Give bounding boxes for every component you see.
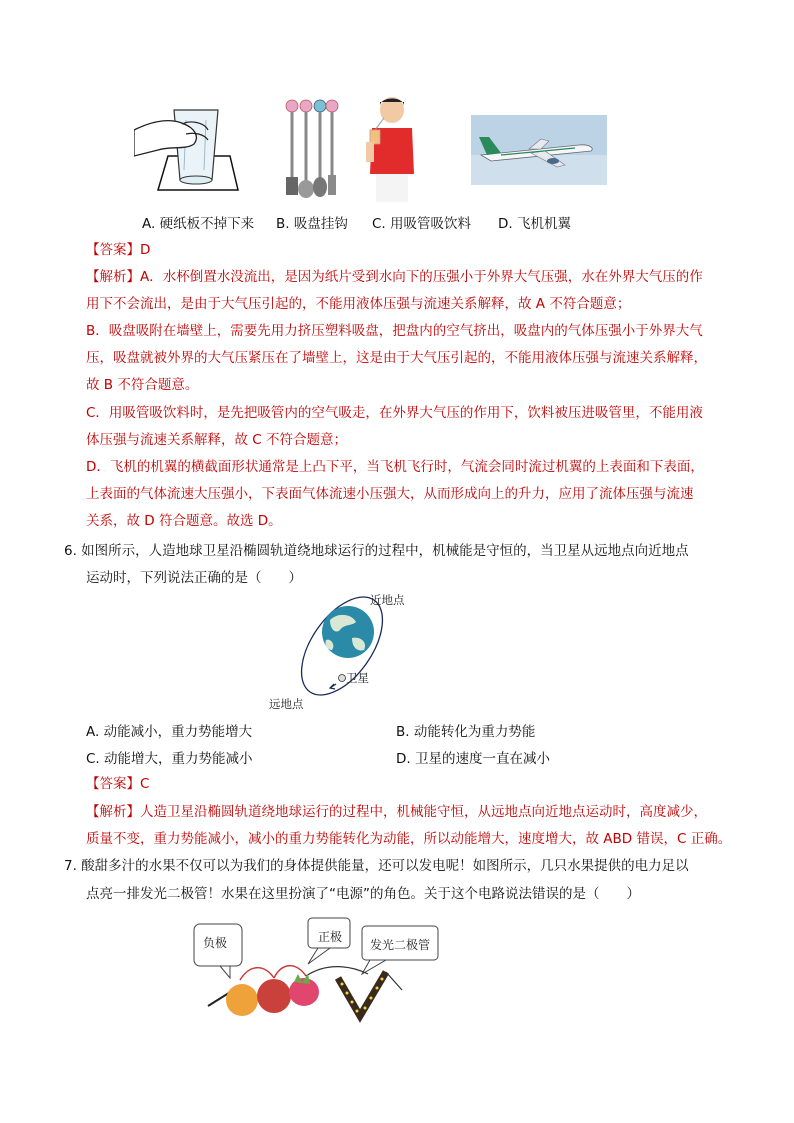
- q5-option-d: D. 飞机机翼: [498, 216, 571, 232]
- q6-analysis-line-1: [86, 802, 707, 822]
- boy-drinking-image: [366, 96, 418, 204]
- q5-answer-label: 【答案】: [86, 242, 140, 258]
- q5-analysis-line-8: D．飞机的机翼的横截面形状通常是上凸下平，当飞机飞行时，气流会同时流过机翼的上表面和下表面，: [86, 459, 704, 475]
- q7-stem-line-2: 点亮一排发光二极管！水果在这里扮演了“电源”的角色。关于这个电路说法错误的是（ ）: [86, 886, 640, 902]
- q5-answer: [86, 240, 150, 260]
- q7-label-positive: 正极: [318, 930, 343, 944]
- q5-analysis-line-6: C．用吸管吸饮料时，是先把吸管内的空气吸走，在外界大气压的作用下，饮料被压进吸管里，不能用液: [86, 405, 703, 421]
- q7-label-led: 发光二极管: [370, 938, 431, 952]
- q6-analysis-line-2: 质量不变，重力势能减小，减小的重力势能转化为动能，所以动能增大，速度增大，故 ABD 错误，C 正确。: [86, 831, 732, 847]
- q5-analysis-line-7: 体压强与流速关系解释，故 C 不符合题意；: [86, 432, 348, 448]
- q5-analysis-line-3: B．吸盘吸附在墙壁上，需要先用力挤压塑料吸盘，把盘内的空气挤出，吸盘内的气体压强小于外界大气: [86, 323, 703, 339]
- q6-label-perigee: 近地点: [370, 593, 405, 607]
- q6-stem-line-2: 运动时，下列说法正确的是（ ）: [86, 570, 302, 586]
- q5-analysis-line-10: 关系，故 D 符合题意。故选 D。: [86, 513, 282, 529]
- q6-answer: [86, 774, 149, 794]
- q5-analysis-line-2: 用下不会流出，是由于大气压引起的，不能用液体压强与流速关系解释，故 A 不符合题意；: [86, 296, 631, 312]
- satellite-orbit-figure: [290, 596, 400, 700]
- q7-label-negative: 负极: [203, 936, 228, 950]
- q6-analysis-text: 人造卫星沿椭圆轨道绕地球运行的过程中，机械能守恒，从远地点向近地点运动时，高度减少，: [140, 804, 707, 820]
- q5-option-b: B. 吸盘挂钩: [276, 216, 348, 232]
- q6-option-d: D. 卫星的速度一直在减小: [396, 751, 550, 767]
- suction-hooks-image: [282, 97, 342, 201]
- q5-answer-value: D: [140, 242, 151, 258]
- q5-analysis-line-1: [86, 267, 703, 287]
- q5-analysis-line-9: 上表面的气体流速大压强小，下表面气体流速小压强大，从而形成向上的升力，应用了流体压强与流速: [86, 486, 694, 502]
- q6-label-apogee: 远地点: [269, 697, 304, 711]
- q6-analysis-label: 【解析】: [86, 804, 140, 820]
- q6-answer-value: C: [140, 776, 150, 792]
- q6-option-c: C. 动能增大，重力势能减小: [86, 751, 253, 767]
- q5-analysis-line-5: 故 B 不符合题意。: [86, 377, 199, 393]
- q6-option-b: B. 动能转化为重力势能: [396, 724, 536, 740]
- q5-analysis-text: A．水杯倒置水没流出，是因为纸片受到水向下的压强小于外界大气压强，水在外界大气压的作: [140, 269, 703, 285]
- q5-analysis-label: 【解析】: [86, 269, 140, 285]
- q7-stem-line-1: 7. 酸甜多汁的水果不仅可以为我们的身体提供能量，还可以发电呢！如图所示，几只水果提供的电力足以: [64, 858, 689, 874]
- q6-option-a: A. 动能减小，重力势能增大: [86, 724, 253, 740]
- q6-label-satellite: 卫星: [346, 671, 369, 685]
- q5-option-c: C. 用吸管吸饮料: [372, 216, 472, 232]
- q6-answer-label: 【答案】: [86, 776, 140, 792]
- q6-stem-line-1: 6. 如图所示，人造地球卫星沿椭圆轨道绕地球运行的过程中，机械能是守恒的，当卫星从远地点向近地点: [64, 543, 689, 559]
- cup-cardboard-image: [134, 100, 250, 200]
- q5-option-a: A. 硬纸板不掉下来: [142, 216, 255, 232]
- fruit-battery-figure: [190, 916, 440, 1026]
- q5-analysis-line-4: 压，吸盘就被外界的大气压紧压在了墙壁上，这是由于大气压引起的，不能用液体压强与流速关系解释，: [86, 350, 707, 366]
- airplane-image: [471, 115, 607, 185]
